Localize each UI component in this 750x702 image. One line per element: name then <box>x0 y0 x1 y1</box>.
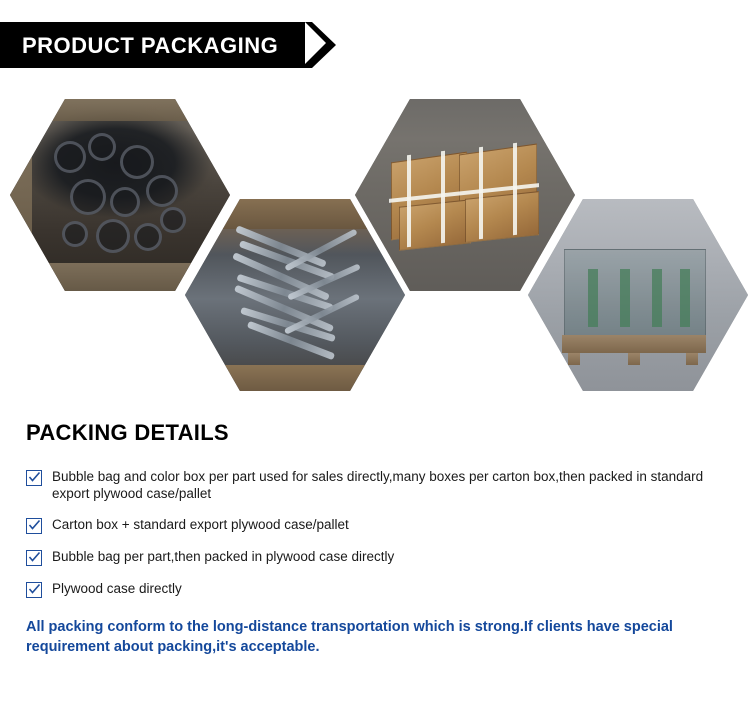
list-item-label: Carton box + standard export plywood case/pallet <box>52 517 349 532</box>
packing-closing-statement: All packing conform to the long-distance transportation which is strong.If clients have special requirement about packing,it's acceptable. <box>26 619 673 655</box>
packing-details-title: PACKING DETAILS <box>26 420 229 445</box>
list-item <box>26 548 726 566</box>
check-icon <box>26 470 42 486</box>
check-mark-icon <box>28 551 41 564</box>
packaging-photo-collage <box>0 85 750 405</box>
page-title: PRODUCT PACKAGING <box>22 33 279 58</box>
check-icon <box>26 550 42 566</box>
page-header-banner <box>0 22 360 68</box>
list-item-label: Plywood case directly <box>52 581 182 596</box>
check-mark-icon <box>28 471 41 484</box>
list-item-label: Bubble bag per part,then packed in plywood case directly <box>52 549 395 564</box>
list-item <box>26 580 726 598</box>
list-item <box>26 468 726 502</box>
check-icon <box>26 518 42 534</box>
list-item <box>26 516 726 534</box>
check-mark-icon <box>28 519 41 532</box>
packing-details-list <box>26 468 726 609</box>
check-mark-icon <box>28 583 41 596</box>
banner-arrow-notch <box>305 22 326 64</box>
photo-wrapped-pallet-in-warehouse <box>528 195 748 395</box>
check-icon <box>26 582 42 598</box>
list-item-label: Bubble bag and color box per part used for sales directly,many boxes per carton box,then packed in standard export plywood case/pallet <box>52 469 704 501</box>
